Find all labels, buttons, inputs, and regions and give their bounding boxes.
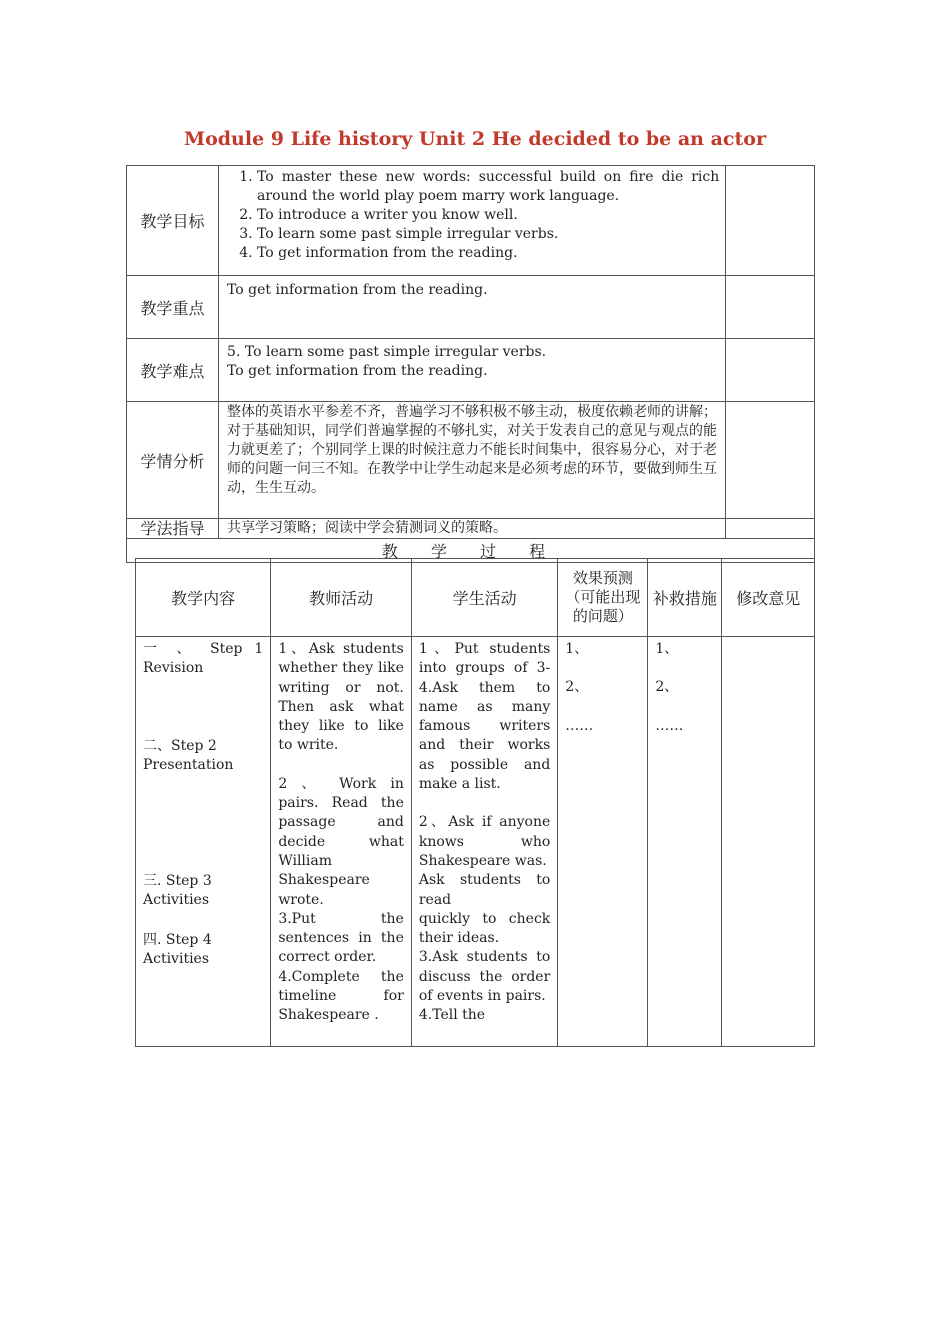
goal-item: 4. To get information from the reading. xyxy=(257,244,719,263)
content-cell xyxy=(136,637,271,1047)
remedy-item: 2、 xyxy=(655,679,679,696)
method-row xyxy=(127,519,815,539)
goals-label: 教学目标 xyxy=(127,166,219,276)
goal-item: 1. To master these new words: successful build on fire die rich around the world play poem marry work language. xyxy=(257,168,719,206)
step-2: 二、Step 2 Presentation xyxy=(143,737,234,773)
student-activity: 3.Ask students to discuss the order of events in pairs. xyxy=(418,949,551,1005)
header-remedy: 补救措施 xyxy=(648,559,722,637)
teacher-activity: 3.Put the sentences in the correct order. xyxy=(278,910,404,966)
process-table xyxy=(135,558,815,1047)
remedy-item: …… xyxy=(655,717,684,734)
method-note-cell xyxy=(726,519,815,539)
page-title: Module 9 Life history Unit 2 He decided to be an actor xyxy=(184,128,766,150)
difficult-line: 5. To learn some past simple irregular verbs. xyxy=(227,344,547,360)
goal-item: 2. To introduce a writer you know well. xyxy=(257,206,719,225)
effect-item: …… xyxy=(565,717,594,734)
effect-item: 2、 xyxy=(565,679,589,696)
analysis-note-cell xyxy=(726,402,815,519)
header-student: 学生活动 xyxy=(411,559,557,637)
student-activity: quickly to check their ideas. xyxy=(418,910,551,947)
remedy-cell xyxy=(648,637,722,1047)
analysis-text: 整体的英语水平参差不齐，普遍学习不够积极不够主动，极度依赖老师的讲解；对于基础知识，同学们普遍掌握的不够扎实，对关于发表自己的意见与观点的能力就更差了；个别同学上课的时候注意力不能长时间集中，很容易分心，对于老师的问题一问三不知。在教学中让学生动起来是必须考虑的环节，要做到师生互动，生生互动。 xyxy=(219,402,726,519)
goals-note-cell xyxy=(726,166,815,276)
teacher-activity: 1、Ask students whether they like writing or not. Then ask what they like to like to write. xyxy=(278,641,404,754)
teacher-activity: 4.Complete the timeline for Shakespeare . xyxy=(278,968,404,1024)
method-label: 学法指导 xyxy=(127,519,219,539)
student-activity: 2、Ask if anyone knows who Shakespeare was. xyxy=(418,814,551,869)
process-body-row xyxy=(136,637,815,1047)
step-3: 三. Step 3 Activities xyxy=(143,873,212,909)
analysis-row xyxy=(127,402,815,519)
student-activity: Ask students to read xyxy=(418,872,551,908)
teacher-activity: 2 、 Work in pairs. Read the passage and decide what William Shakespeare wrote. xyxy=(278,775,404,908)
header-effect: 效果预测（可能出现的问题） xyxy=(558,559,648,637)
effect-item: 1、 xyxy=(565,641,589,657)
goal-item: 3. To learn some past simple irregular verbs. xyxy=(257,225,719,244)
student-activity: 4.Tell the xyxy=(418,1007,486,1024)
key-label: 教学重点 xyxy=(127,276,219,339)
header-teacher: 教师活动 xyxy=(271,559,412,637)
difficult-label: 教学难点 xyxy=(127,339,219,402)
header-content: 教学内容 xyxy=(136,559,271,637)
remedy-item: 1、 xyxy=(655,641,679,657)
effect-cell xyxy=(558,637,648,1047)
step-1: 一 、 Step 1 Revision xyxy=(143,641,264,677)
process-header-row xyxy=(136,559,815,637)
key-row xyxy=(127,276,815,339)
difficult-note-cell xyxy=(726,339,815,402)
student-activity: 1、Put students into groups of 3-4.Ask them to name as many famous writers and their works as possible and make a list. xyxy=(418,641,551,793)
difficult-line: To get information from the reading. xyxy=(227,363,488,379)
revision-cell xyxy=(722,637,815,1047)
lesson-info-table xyxy=(126,165,815,563)
method-text: 共享学习策略；阅读中学会猜测词义的策略。 xyxy=(219,519,726,539)
difficult-row xyxy=(127,339,815,402)
process-title: 教 学 过 程 xyxy=(127,539,815,563)
header-revision: 修改意见 xyxy=(722,559,815,637)
student-cell xyxy=(411,637,557,1047)
step-4: 四. Step 4 Activities xyxy=(143,931,212,968)
difficult-cell xyxy=(219,339,726,402)
analysis-label: 学情分析 xyxy=(127,402,219,519)
key-text: To get information from the reading. xyxy=(219,276,726,339)
teacher-cell xyxy=(271,637,412,1047)
goals-row xyxy=(127,166,815,276)
goals-list xyxy=(227,168,719,263)
key-note-cell xyxy=(726,276,815,339)
goals-cell xyxy=(219,166,726,276)
